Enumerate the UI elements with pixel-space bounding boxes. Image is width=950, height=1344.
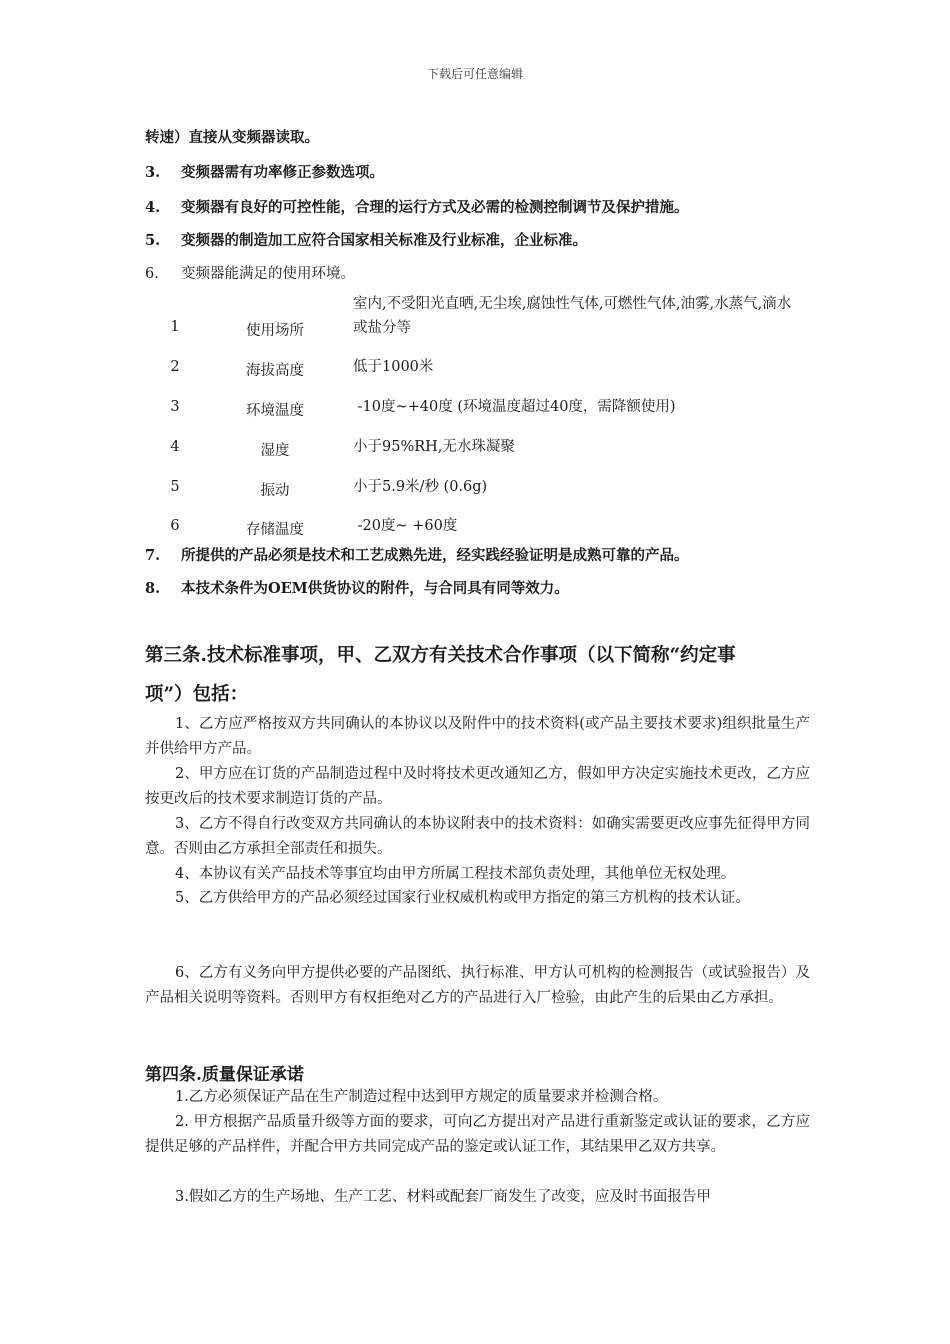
list-item: [145, 544, 689, 565]
paragraph: 1.乙方必须保证产品在生产制造过程中达到甲方规定的质量要求并检测合格。: [175, 1089, 668, 1105]
paragraph: 6、乙方有义务向甲方提供必要的产品图纸、执行标准、甲方认可机构的检测报告（或试验报告）及产品相关说明等资料。否则甲方有权拒绝对乙方的产品进行入厂检验，由此产生的后果由乙方承担。: [145, 965, 810, 1006]
paragraph: 3.假如乙方的生产场地、生产工艺、材料或配套厂商发生了改变，应及时书面报告甲: [175, 1189, 711, 1205]
list-item: [145, 577, 569, 598]
row-index: 4: [170, 439, 180, 455]
list-item: [145, 196, 689, 217]
row-value: -10度~+40度 (环境温度超过40度，需降额使用): [353, 399, 676, 415]
paragraph: 5、乙方供给甲方的产品必须经过国家行业权威机构或甲方指定的第三方机构的技术认证。: [175, 890, 750, 906]
item-number: 6.: [145, 266, 159, 282]
row-label: 海拔高度: [246, 363, 304, 379]
item-number: 5.: [145, 232, 161, 249]
paragraph: 4、本协议有关产品技术等事宜均由甲方所属工程技术部负责处理，其他单位无权处理。: [175, 866, 736, 882]
item-number: 3.: [145, 164, 161, 181]
section-title-cont: 项”）包括：: [145, 684, 249, 705]
paragraph: 3、乙方不得自行改变双方共同确认的本协议附表中的技术资料：如确实需要更改应事先征得甲方同意。否则由乙方承担全部责任和损失。: [145, 816, 810, 857]
page-header: 下载后可任意编辑: [426, 67, 523, 81]
section-title: 第三条.技术标准事项，甲、乙双方有关技术合作事项（以下简称“约定事: [145, 645, 736, 666]
row-value: -20度~ +60度: [353, 518, 458, 534]
item-number: 8.: [145, 580, 161, 597]
row-label: 环境温度: [246, 403, 304, 419]
row-label: 湿度: [260, 443, 290, 459]
table-row: [145, 295, 810, 343]
item-text: 变频器能满足的使用环境。: [181, 266, 355, 282]
item-text: 变频器的制造加工应符合国家相关标准及行业标准，企业标准。: [181, 232, 587, 249]
row-value: 室内,不受阳光直晒,无尘埃,腐蚀性气体,可燃性气体,油雾,水蒸气,滴水或盐分等: [353, 296, 792, 336]
row-index: 3: [170, 399, 180, 415]
list-item: [145, 229, 587, 250]
paragraph: 2、甲方应在订货的产品制造过程中及时将技术更改通知乙方，假如甲方决定实施技术更改，乙方应按更改后的技术要求制造订货的产品。: [145, 766, 810, 807]
paragraph: 2. 甲方根据产品质量升级等方面的要求，可向乙方提出对产品进行重新鉴定或认证的要求，乙方应提供足够的产品样件，并配合甲方共同完成产品的鉴定或认证工作，其结果甲乙双方共享。: [145, 1114, 810, 1155]
row-index: 6: [170, 518, 180, 534]
item-text: 变频器有良好的可控性能，合理的运行方式及必需的检测控制调节及保护措施。: [181, 199, 689, 216]
row-index: 5: [170, 479, 180, 495]
list-item: [145, 161, 384, 182]
row-value: 小于95%RH,无水珠凝聚: [353, 439, 515, 455]
row-value: 小于5.9米/秒 (0.6g): [353, 479, 488, 495]
intro-line: 转速）直接从变频器读取。: [145, 129, 319, 146]
item-text: 本技术条件为OEM供货协议的附件，与合同具有同等效力。: [181, 580, 569, 597]
row-value: 低于1000米: [353, 359, 434, 375]
list-item: [145, 262, 355, 283]
item-number: 7.: [145, 547, 161, 564]
row-label: 振动: [260, 483, 290, 499]
row-label: 使用场所: [246, 323, 304, 339]
row-index: 1: [170, 319, 180, 335]
row-index: 2: [170, 359, 180, 375]
row-label: 存储温度: [246, 522, 304, 538]
item-text: 变频器需有功率修正参数选项。: [181, 164, 384, 181]
item-number: 4.: [145, 199, 161, 216]
paragraph: 1、乙方应严格按双方共同确认的本协议以及附件中的技术资料(或产品主要技术要求)组织批量生产并供给甲方产品。: [145, 716, 810, 757]
item-text: 所提供的产品必须是技术和工艺成熟先进，经实践经验证明是成熟可靠的产品。: [181, 547, 689, 564]
section-title: 第四条.质量保证承诺: [145, 1065, 304, 1085]
